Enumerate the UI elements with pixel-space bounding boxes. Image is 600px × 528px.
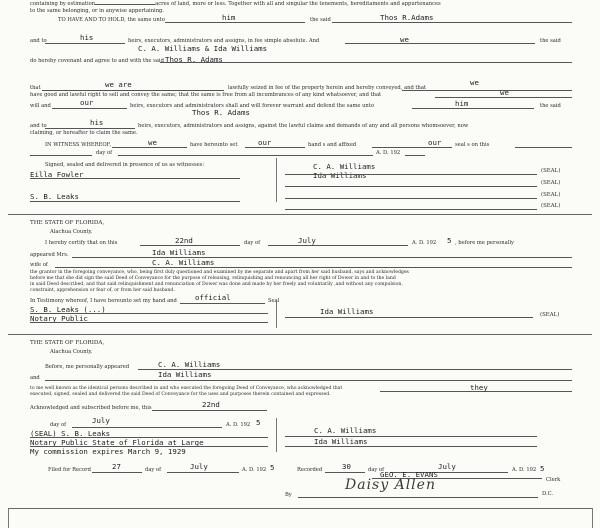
seal-1: (SEAL) (541, 168, 561, 174)
ack2-known: to me well known as the identical persons described in and who executed the foregoing Deed of Conveyance, who acknowledged that (30, 386, 343, 391)
grantee-name-2: Thos R. Adams (165, 55, 223, 64)
ack1-body-2: before me that she did sign the said Deed of Conveyance for the purpose of releasing, relinquishing and renouncing all her right of Dower in and to the land (30, 276, 396, 281)
our-2: our (258, 138, 272, 147)
will-and-label: will and (30, 103, 51, 109)
ack1-seal-word: Seal (268, 298, 280, 304)
grantors-name: C. A. Williams & Ida Williams (138, 44, 268, 53)
dc-label: D.C. (542, 491, 554, 497)
ack2-day: 22nd (202, 400, 220, 409)
our-label: our (80, 98, 94, 107)
that-label: that (30, 85, 41, 91)
filed-label: Filed for Record (48, 467, 91, 473)
ack2-name-2: Ida Williams (158, 370, 212, 379)
seal-3: (SEAL) (541, 192, 561, 198)
filed-day-of: day of (145, 467, 162, 473)
the-said-label: the said (310, 17, 331, 23)
claiming-text: claiming, or hereafter to claim the same. (30, 130, 138, 136)
signer-1: C. A. Williams (313, 162, 376, 171)
recorded-day: 30 (342, 462, 351, 471)
ack2-executed: executed, signed, sealed and delivered the said Deed of Conveyance for the uses and purposes therein contained and expressed. (30, 392, 331, 397)
covenant-text: do hereby covenant and agree to and with the said (30, 58, 164, 64)
ack1-seal: (SEAL) (540, 312, 560, 318)
clerk-label: Clerk (546, 477, 561, 483)
hand-s-text: hand s and affixed (308, 142, 357, 148)
recorded-month: July (438, 462, 456, 471)
witness-label: IN WITNESS WHEREOF, (45, 142, 112, 148)
ack1-notary-name: S. B. Leaks (...) (30, 305, 106, 314)
filed-day: 27 (112, 462, 121, 471)
ack1-year: 5 (447, 236, 452, 245)
recorded-day-of: day of (368, 467, 385, 473)
ack1-husband: C. A. Williams (152, 258, 215, 267)
heirs-text: heirs, executors, administrators and assigns, in fee simple absolute. And (128, 38, 320, 44)
ack1-body-3: in said Deed described, and that said relinquishment and renunciation of Dower was done and made by her freely and voluntarily ,and without any compulsion, (30, 282, 403, 287)
ack2-and: and (30, 375, 40, 381)
and-to-label: and to (30, 38, 47, 44)
ack2-county: Alachua County. (50, 349, 93, 355)
ack2-signer-2: Ida Williams (314, 437, 368, 446)
his-label: his (80, 33, 94, 42)
ack1-official: official (195, 293, 231, 302)
ack1-appeared: appeared Mrs. (30, 252, 69, 258)
filed-ad: A. D. 192 (242, 467, 267, 473)
ack1-testimony: In Testimony whereof, I have hereunto set my hand and (30, 298, 177, 304)
day-of-label: day of (96, 150, 113, 156)
filed-year: 5 (270, 463, 275, 472)
ack1-state: THE STATE OF FLORIDA, (30, 220, 105, 226)
recorded-year: 5 (540, 464, 545, 473)
clerk-name: GEO. E. EVANS (380, 470, 438, 479)
ack1-certify: I hereby certify that on this (45, 240, 118, 246)
deputy-clerk-signature: Daisy Allen (345, 477, 436, 493)
ack1-day: 22nd (175, 236, 193, 245)
recorded-ad: A. D. 192 (512, 467, 537, 473)
we-3: we (500, 88, 509, 97)
ack2-before: Before, me personally appeared (45, 364, 130, 370)
recorded-label: Recorded (297, 467, 323, 473)
signed-text: Signed, sealed and delivered in presence of us as witnesses: (45, 162, 205, 168)
by-label: By (285, 492, 292, 498)
ack2-day-of: day of (50, 422, 67, 428)
witness-1: Eilla Fowler (30, 170, 84, 179)
ack2-commission: My commission expires March 9, 1929 (30, 447, 186, 456)
ack2-seal-notary: (SEAL) S. B. Leaks (30, 429, 111, 438)
ack2-year: 5 (256, 418, 261, 427)
grantee-him: him (222, 13, 236, 22)
our-3: our (428, 138, 442, 147)
his-2: his (90, 118, 104, 127)
the-said-3: the said (540, 103, 561, 109)
ack1-ad: A. D. 192 (412, 240, 437, 246)
heirs-text-2: heirs, executors, administrators and assigns, against the lawful claims and demands of any and all persons whomsoever, now (138, 123, 469, 129)
ack2-notary-title: Notary Public State of Florida at Large (30, 438, 204, 447)
ack1-body-1: the grantor in the foregoing conveyance, who, being first duly questioned and examined by me separate and apart from her said husband, says and acknowledges (30, 270, 409, 275)
witness-2: S. B. Leaks (30, 192, 79, 201)
deed-line-2: to the same belonging, or in anywise appertaining. (30, 8, 165, 14)
ack2-ad: A. D. 192 (226, 422, 251, 428)
deed-line-1: containing by estimation acres of land, more or less. Together with all and singular the tenements, hereditaments and appurtenances (30, 1, 441, 7)
signer-2: Ida Williams (313, 171, 367, 180)
the-said-2: the said (540, 38, 561, 44)
ack2-acknowledged: Acknowledged and subscribed before me, this (30, 405, 152, 411)
have-good-text: have good and lawful right to sell and convey the same; that the same is free from all incumbrances of any kind whatsoever, and that (30, 92, 382, 98)
and-to-2: and to (30, 123, 47, 129)
seal-4: (SEAL) (541, 203, 561, 209)
ack2-state: THE STATE OF FLORIDA, (30, 340, 105, 346)
ack1-signer: Ida Williams (320, 307, 374, 316)
ad-192: A. D. 192 (376, 150, 401, 156)
seal-2: (SEAL) (541, 180, 561, 186)
seal-s-text: seal s on this (455, 142, 490, 148)
ack1-county: Alachua County. (50, 229, 93, 235)
we-2: we (470, 78, 479, 87)
ack1-day-of: day of (244, 240, 261, 246)
ack1-before: , before me personally (455, 240, 514, 246)
ack1-month: July (298, 236, 316, 245)
ack2-name-1: C. A. Williams (158, 360, 221, 369)
hereunto-text: have hereunto set (190, 142, 238, 148)
him-2: him (455, 99, 469, 108)
ack1-wife-of: wife of (30, 262, 48, 268)
lawfully-text: lawfully seized in fee of the property herein and hereby conveyed, and that (228, 85, 427, 91)
we-are: we are (105, 80, 132, 89)
ack1-notary-title: Notary Public (30, 314, 88, 323)
habendum-label: TO HAVE AND TO HOLD, the same unto (58, 17, 165, 23)
we-label: we (400, 35, 409, 44)
ack1-body-4: constraint, apprehension or fear of, or from her said husband. (30, 288, 175, 293)
grantee-name-3: Thos R. Adams (192, 108, 250, 117)
ack2-they: they (470, 383, 488, 392)
ack2-signer-1: C. A. Williams (314, 426, 377, 435)
grantee-name: Thos R.Adams (380, 13, 434, 22)
ack1-name: Ida Williams (152, 248, 206, 257)
ack2-month: July (92, 416, 110, 425)
we-4: we (148, 138, 157, 147)
filed-month: July (190, 462, 208, 471)
warrant-text: heirs, executors and administrators shall and will forever warrant and defend the same unto (130, 103, 374, 109)
